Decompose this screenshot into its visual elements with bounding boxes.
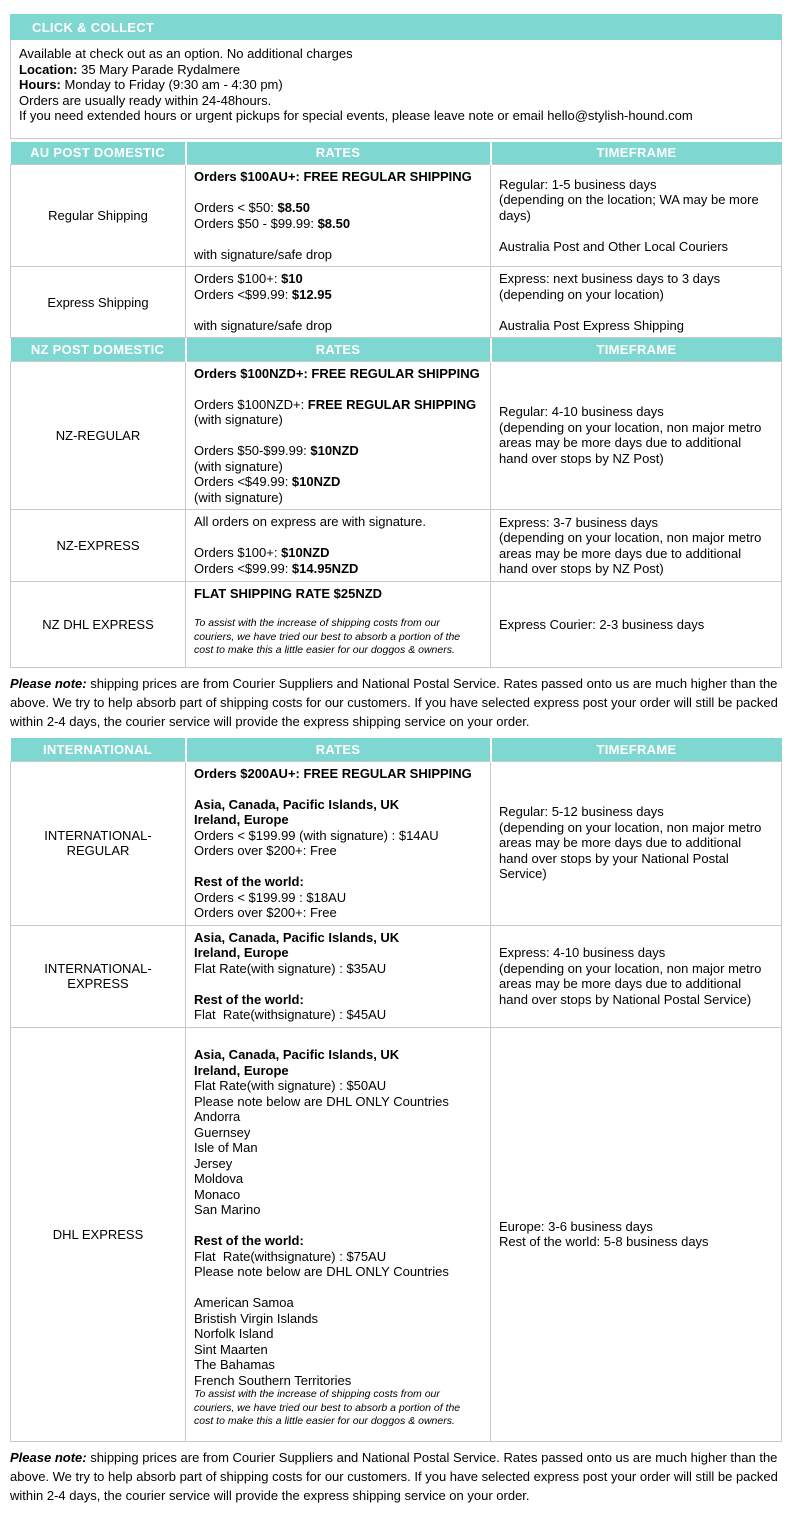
service-cell: NZ-EXPRESS (11, 510, 186, 582)
click-collect-header (10, 14, 782, 40)
service-cell: NZ-REGULAR (11, 361, 186, 510)
table-row (11, 267, 782, 338)
service-cell: DHL EXPRESS (11, 1027, 186, 1441)
click-collect-section (10, 14, 782, 139)
service-cell: INTERNATIONAL-EXPRESS (11, 925, 186, 1027)
service-cell: Express Shipping (11, 267, 186, 338)
nz-post-header-row (11, 338, 782, 361)
timeframe-cell: Regular: 4-10 business days (depending on your location, non major metro areas may be more days due to additional hand over stops by NZ Post) (491, 361, 782, 510)
table-row (11, 510, 782, 582)
table-header-service: NZ POST DOMESTIC (11, 338, 186, 361)
table-header-rates: RATES (186, 338, 491, 361)
table-row (11, 925, 782, 1027)
shipping-note-bottom: Please note: shipping prices are from Courier Suppliers and National Postal Service. Rates passed onto us are much higher than the above. We try to help absorb part of shipping costs for our customers. If you have selected express post your order will still be packed within 2-4 days, the courier service will provide the express shipping service on your order. (10, 1449, 782, 1503)
timeframe-cell: Europe: 3-6 business days Rest of the world: 5-8 business days (491, 1027, 782, 1441)
table-header-rates: RATES (186, 142, 491, 165)
table-header-rates: RATES (186, 738, 491, 761)
au-post-header-row (11, 142, 782, 165)
rates-cell: Orders $100+: $10 Orders <$99.99: $12.95 with signature/safe drop (186, 267, 491, 338)
rates-cell: Orders $100AU+: FREE REGULAR SHIPPING Orders < $50: $8.50 Orders $50 - $99.99: $8.50 with signature/safe drop (186, 165, 491, 267)
service-cell: INTERNATIONAL-REGULAR (11, 761, 186, 925)
table-row (11, 761, 782, 925)
table-header-timeframe: TIMEFRAME (491, 142, 782, 165)
au-post-table (10, 142, 782, 339)
table-header-timeframe: TIMEFRAME (491, 338, 782, 361)
international-table (10, 738, 782, 1442)
timeframe-cell: Express: 3-7 business days (depending on your location, non major metro areas may be more days due to additional hand over stops by NZ Post) (491, 510, 782, 582)
shipping-note-top: Please note: shipping prices are from Courier Suppliers and National Postal Service. Rates passed onto us are much higher than the above. We try to help absorb part of shipping costs for our customers. If you have selected express post your order will still be packed within 2-4 days, the courier service will provide the express shipping service on your order. (10, 676, 782, 729)
click-collect-info: Available at check out as an option. No additional charges Location: 35 Mary Parade Rydalmere Hours: Monday to Friday (9:30 am - 4:30 pm) Orders are usually ready within 24-48hours. If you need extended hours or urgent pickups for special events, please leave note or email hello@stylish-hound.com (10, 40, 782, 139)
timeframe-cell: Express Courier: 2-3 business days (491, 582, 782, 668)
international-header-row (11, 738, 782, 761)
service-cell: NZ DHL EXPRESS (11, 582, 186, 668)
table-row (11, 582, 782, 668)
table-header-service: INTERNATIONAL (11, 738, 186, 761)
table-row (11, 1027, 782, 1441)
table-row (11, 165, 782, 267)
table-header-timeframe: TIMEFRAME (491, 738, 782, 761)
service-cell: Regular Shipping (11, 165, 186, 267)
table-row (11, 361, 782, 510)
rates-cell: Asia, Canada, Pacific Islands, UK Ireland, Europe Flat Rate(with signature) : $50AU Please note below are DHL ONLY Countries Andorra Guernsey Isle of Man Jersey Moldova Monaco San Marino Rest of the world: Flat Rate(withsignature) : $75AU Please note below are DHL ONLY Countries American Samoa Bristish Virgin Islands Norfolk Island Sint Maarten The Bahamas French Southern Territories To assist with the increase of shipping costs from our couriers, we have tried our best to absorb a portion of the cost to make this a little easier for our doggos & owners. (186, 1027, 491, 1441)
rates-cell: Orders $100NZD+: FREE REGULAR SHIPPING Orders $100NZD+: FREE REGULAR SHIPPING (with signature) Orders $50-$99.99: $10NZD (with signature) Orders <$49.99: $10NZD (with signature) (186, 361, 491, 510)
timeframe-cell: Regular: 5-12 business days (depending on your location, non major metro areas may be more days due to additional hand over stops by your National Postal Service) (491, 761, 782, 925)
click-collect-title: CLICK & COLLECT (32, 19, 155, 35)
table-header-service: AU POST DOMESTIC (11, 142, 186, 165)
nz-post-table (10, 338, 782, 668)
rates-cell: Orders $200AU+: FREE REGULAR SHIPPING Asia, Canada, Pacific Islands, UK Ireland, Europe Orders < $199.99 (with signature) : $14AU Orders over $200+: Free Rest of the world: Orders < $199.99 : $18AU Orders over $200+: Free (186, 761, 491, 925)
timeframe-cell: Express: 4-10 business days (depending on your location, non major metro areas may be more days due to additional hand over stops by National Postal Service) (491, 925, 782, 1027)
timeframe-cell: Express: next business days to 3 days (depending on your location) Australia Post Express Shipping (491, 267, 782, 338)
rates-cell: FLAT SHIPPING RATE $25NZD To assist with the increase of shipping costs from our couriers, we have tried our best to absorb a portion of the cost to make this a little easier for our doggos & owners. (186, 582, 491, 668)
timeframe-cell: Regular: 1-5 business days (depending on the location; WA may be more days) Australia Post and Other Local Couriers (491, 165, 782, 267)
rates-cell: All orders on express are with signature. Orders $100+: $10NZD Orders <$99.99: $14.95NZD (186, 510, 491, 582)
rates-cell: Asia, Canada, Pacific Islands, UK Ireland, Europe Flat Rate(with signature) : $35AU Rest of the world: Flat Rate(withsignature) : $45AU (186, 925, 491, 1027)
